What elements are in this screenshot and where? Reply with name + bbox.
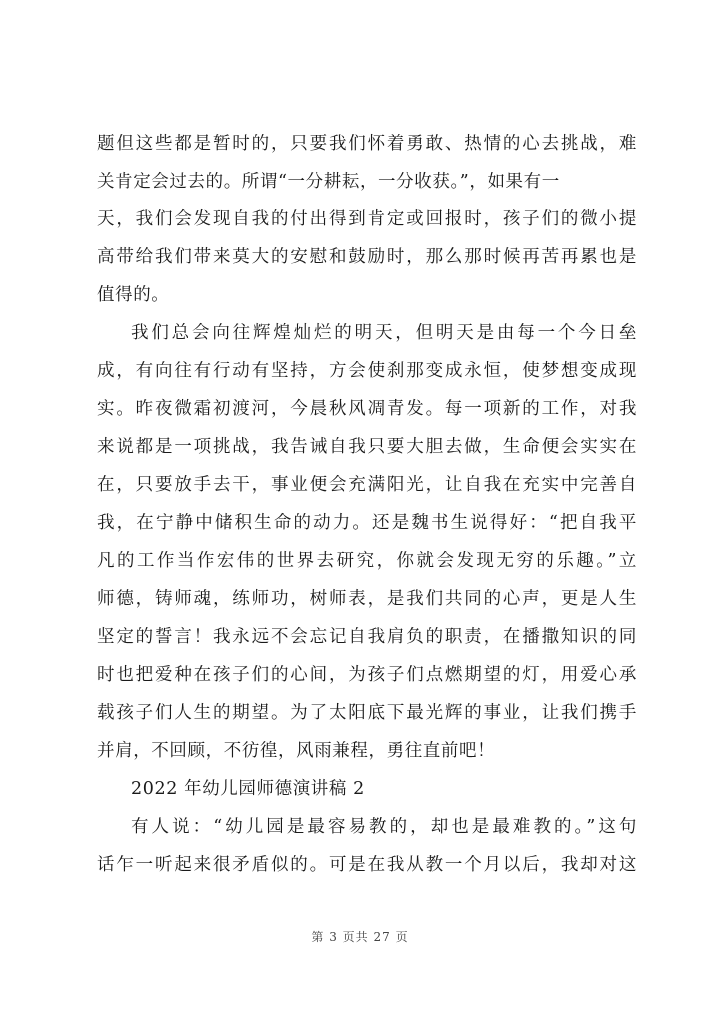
text-line: 话乍一听起来很矛盾似的。可是在我从教一个月以后，我却对这 [97, 855, 637, 875]
text-line: 坚定的誓言！我永远不会忘记自我肩负的职责，在播撒知识的同 [97, 627, 637, 647]
paragraph-first-line: 有人说：“幼儿园是最容易教的，却也是最难教的。”这句 [131, 817, 637, 837]
paragraph-first-line: 我们总会向往辉煌灿烂的明天，但明天是由每一个今日垒 [131, 323, 637, 343]
text-line: 并肩，不回顾，不彷徨，风雨兼程，勇往直前吧！ [97, 741, 496, 761]
text-line: 来说都是一项挑战，我告诫自我只要大胆去做，生命便会实实在 [97, 437, 637, 457]
text-line: 时也把爱种在孩子们的心间，为孩子们点燃期望的灯，用爱心承 [97, 665, 637, 685]
text-line: 关肯定会过去的。所谓“一分耕耘，一分收获。”，如果有一 [97, 172, 560, 192]
text-line: 天，我们会发现自我的付出得到肯定或回报时，孩子们的微小提 [97, 209, 637, 229]
text-line: 实。昨夜微霜初渡河，今晨秋风凋青发。每一项新的工作，对我 [97, 399, 637, 419]
section-heading: 2022 年幼儿园师德演讲稿 2 [131, 779, 365, 799]
text-line: 高带给我们带来莫大的安慰和鼓励时，那么那时候再苦再累也是 [97, 247, 637, 267]
text-line: 成，有向往有行动有坚持，方会使刹那变成永恒，使梦想变成现 [97, 361, 637, 381]
text-line: 值得的。 [97, 285, 170, 305]
text-line: 凡的工作当作宏伟的世界去研究，你就会发现无穷的乐趣。”立 [97, 551, 637, 571]
text-line: 在，只要放手去干，事业便会充满阳光，让自我在充实中完善自 [97, 475, 637, 495]
text-line: 我，在宁静中储积生命的动力。还是魏书生说得好：“把自我平 [97, 513, 637, 533]
text-line: 题但这些都是暂时的，只要我们怀着勇敢、热情的心去挑战，难 [97, 134, 637, 154]
text-line: 载孩子们人生的期望。为了太阳底下最光辉的事业，让我们携手 [97, 703, 637, 723]
page-number-footer: 第 3 页共 27 页 [311, 930, 409, 944]
text-line: 师德，铸师魂，练师功，树师表，是我们共同的心声，更是人生 [97, 589, 637, 609]
